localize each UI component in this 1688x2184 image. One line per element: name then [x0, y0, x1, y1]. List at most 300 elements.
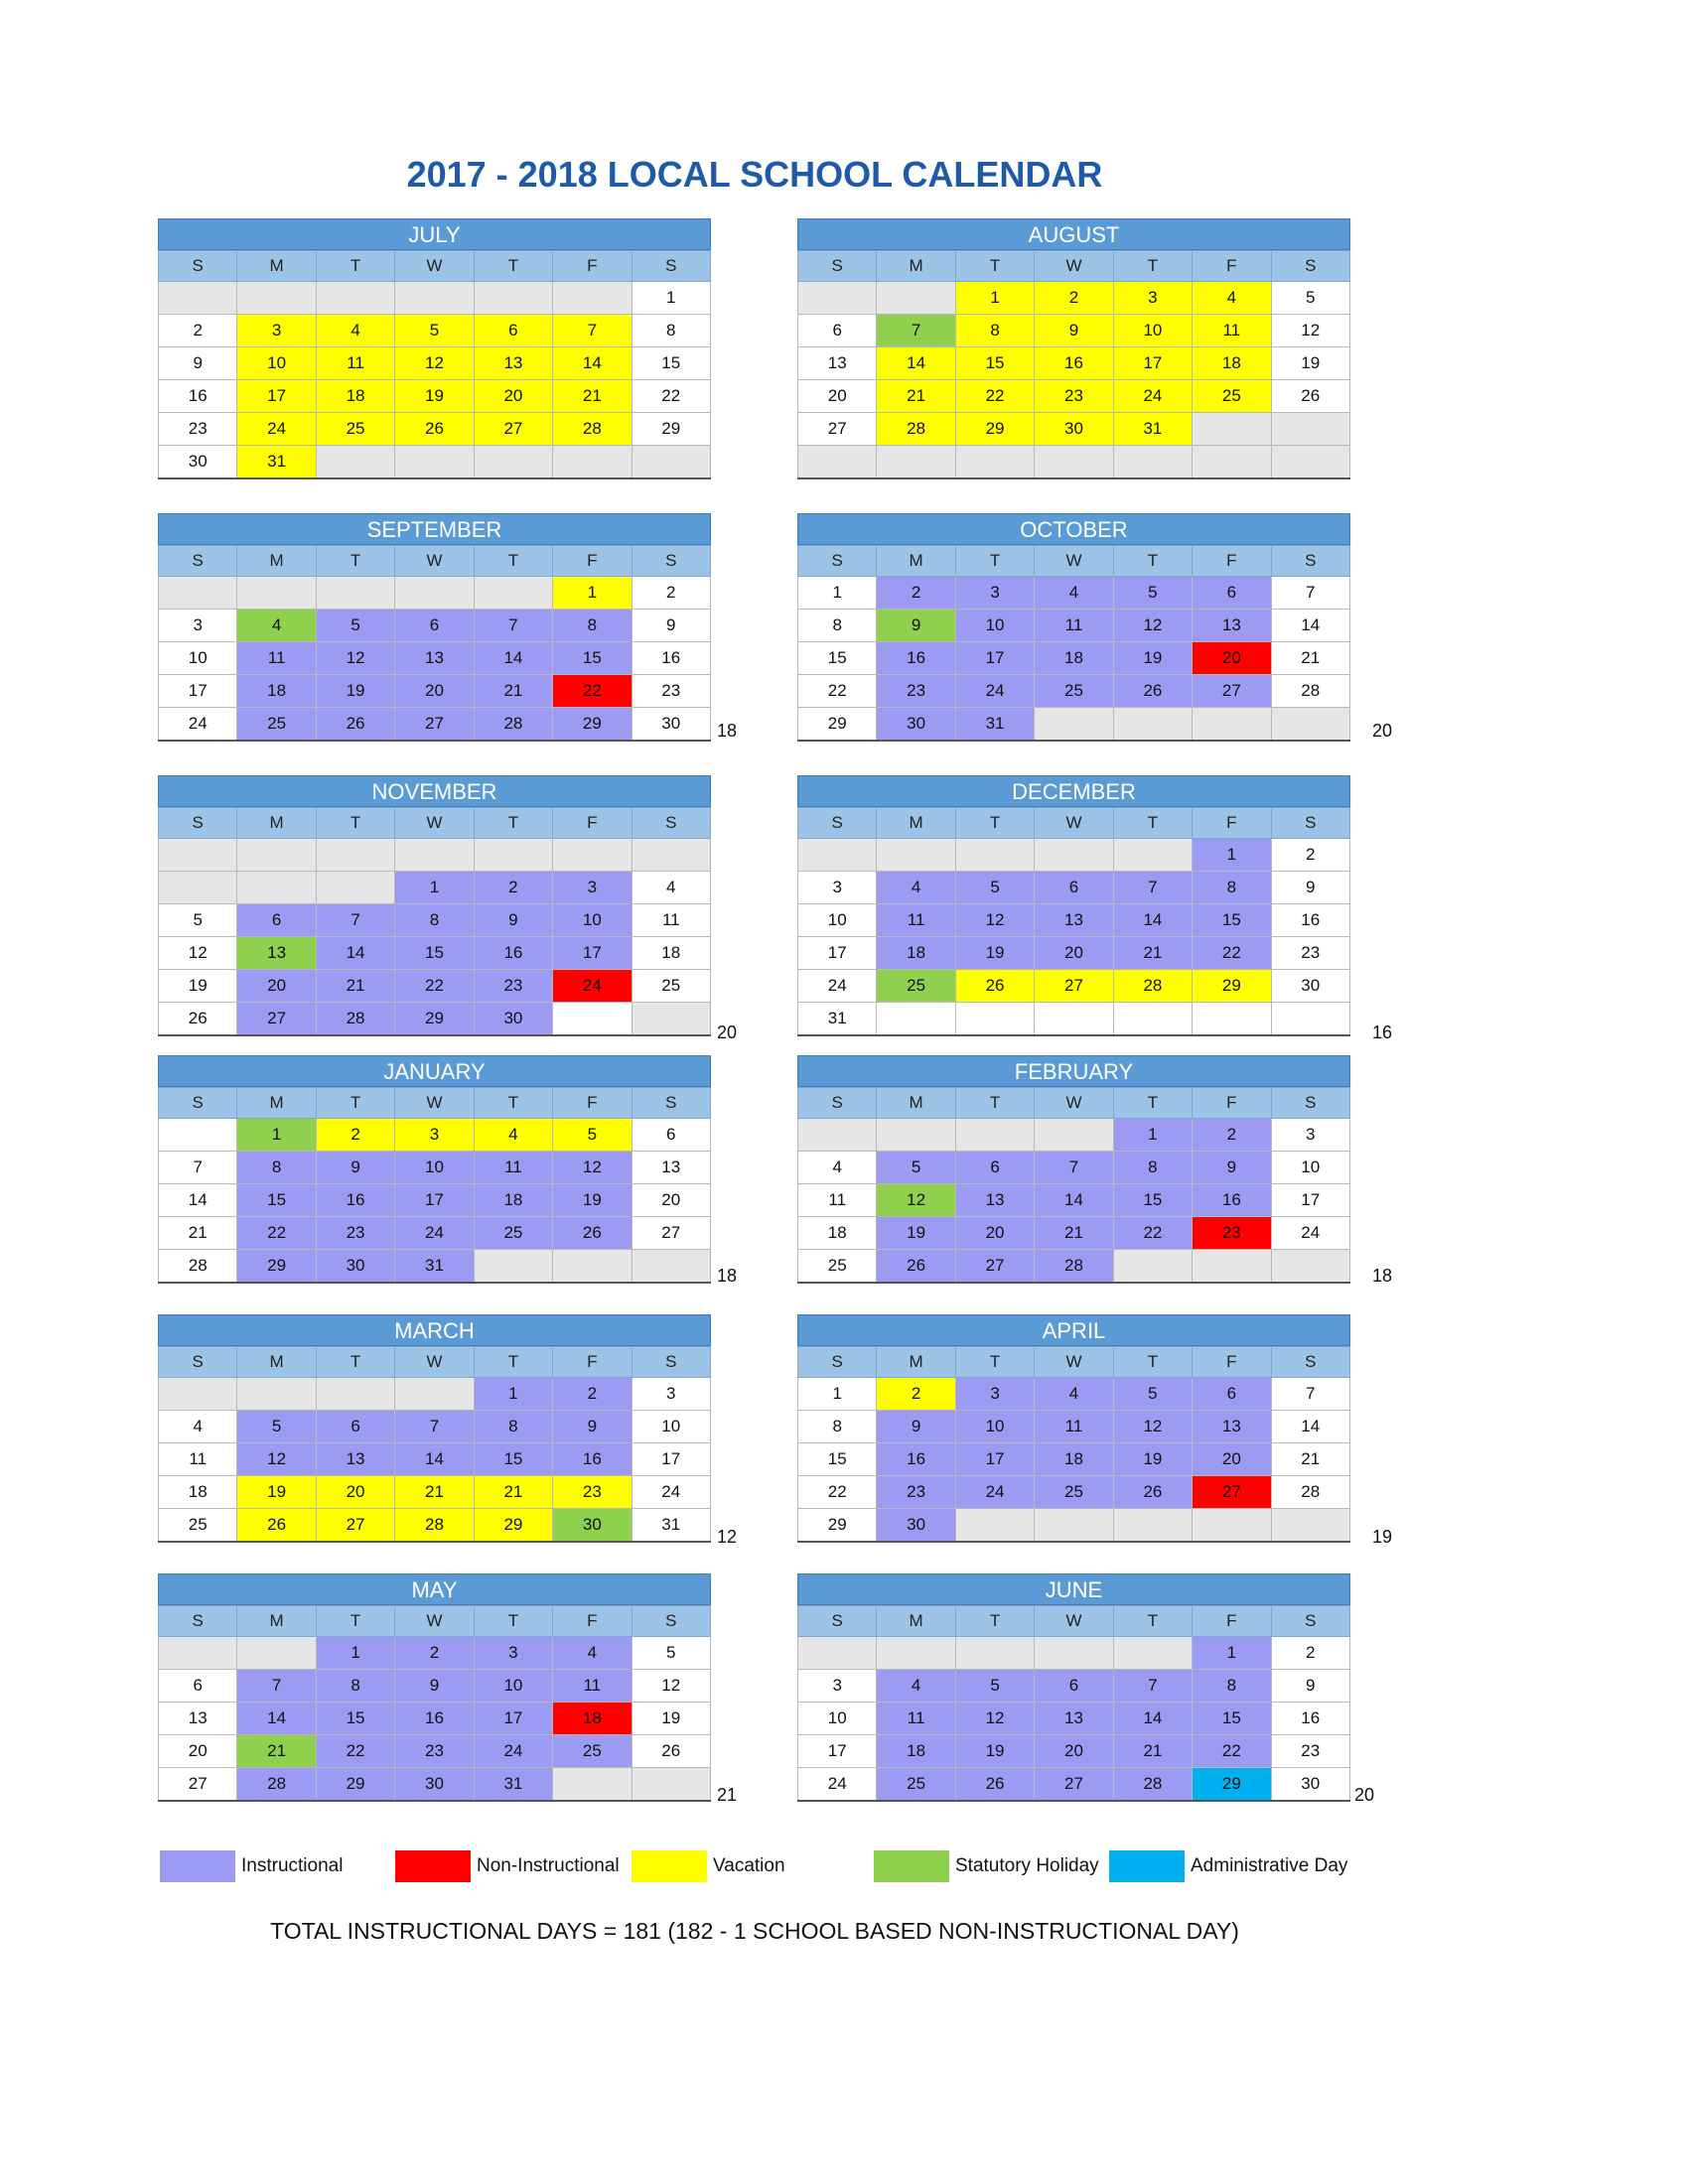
- day-cell: 15: [955, 347, 1034, 380]
- day-cell: 27: [159, 1768, 237, 1802]
- day-cell: 6: [1193, 577, 1271, 610]
- day-cell: [316, 839, 394, 872]
- day-cell: 19: [877, 1217, 955, 1250]
- day-cell: 26: [632, 1735, 710, 1768]
- day-cell: 14: [395, 1443, 474, 1476]
- day-cell: 19: [237, 1476, 316, 1509]
- day-header: S: [159, 251, 237, 282]
- day-cell: 27: [1035, 1768, 1113, 1802]
- day-cell: 4: [798, 1152, 877, 1184]
- day-cell: [632, 1250, 710, 1284]
- day-header: T: [474, 251, 552, 282]
- day-cell: 7: [1271, 1378, 1349, 1411]
- week-row: [798, 1217, 1350, 1250]
- day-cell: 24: [798, 1768, 877, 1802]
- day-cell: 22: [955, 380, 1034, 413]
- day-cell: 18: [474, 1184, 552, 1217]
- calendar-grid: [158, 250, 711, 479]
- legend-item-statutory-holiday: [874, 1849, 1099, 1883]
- day-header: T: [1113, 1347, 1192, 1378]
- day-cell: 12: [877, 1184, 955, 1217]
- day-cell: [1035, 1003, 1113, 1036]
- day-cell: 21: [1113, 1735, 1192, 1768]
- week-row: [159, 446, 711, 479]
- day-cell: 4: [877, 872, 955, 904]
- day-cell: 3: [237, 315, 316, 347]
- legend-item-instructional: [160, 1849, 343, 1883]
- day-header-row: [798, 1088, 1350, 1119]
- day-cell: [1113, 1003, 1192, 1036]
- day-cell: 28: [237, 1768, 316, 1802]
- week-row: [159, 1637, 711, 1670]
- day-header: S: [632, 1606, 710, 1637]
- month-name: JANUARY: [158, 1055, 711, 1087]
- day-cell: 13: [237, 937, 316, 970]
- day-cell: 7: [474, 610, 552, 642]
- day-cell: 9: [877, 610, 955, 642]
- day-cell: 21: [237, 1735, 316, 1768]
- week-row: [798, 970, 1350, 1003]
- day-cell: 4: [553, 1637, 632, 1670]
- day-header: T: [955, 1606, 1034, 1637]
- day-cell: 14: [877, 347, 955, 380]
- day-cell: 1: [474, 1378, 552, 1411]
- week-row: [159, 380, 711, 413]
- day-cell: 17: [955, 642, 1034, 675]
- day-cell: 11: [877, 904, 955, 937]
- day-cell: 12: [955, 1703, 1034, 1735]
- day-cell: [1113, 1509, 1192, 1543]
- day-cell: 1: [1193, 1637, 1271, 1670]
- day-header: S: [798, 1347, 877, 1378]
- week-row: [159, 642, 711, 675]
- legend-label: Administrative Day: [1191, 1855, 1348, 1876]
- day-cell: 28: [1113, 970, 1192, 1003]
- week-row: [159, 1378, 711, 1411]
- week-row: [159, 1735, 711, 1768]
- day-header: T: [1113, 1606, 1192, 1637]
- day-cell: 20: [237, 970, 316, 1003]
- day-cell: [1113, 839, 1192, 872]
- legend-swatch: [160, 1850, 235, 1882]
- month-name: APRIL: [797, 1314, 1350, 1346]
- count-october: 20: [1372, 721, 1393, 741]
- total-instructional-days: TOTAL INSTRUCTIONAL DAYS = 181 (182 - 1 SCHOOL BASED NON-INSTRUCTIONAL DAY): [270, 1918, 1239, 1944]
- day-cell: 27: [395, 708, 474, 742]
- day-header: M: [237, 808, 316, 839]
- day-cell: 6: [1193, 1378, 1271, 1411]
- legend-label: Statutory Holiday: [955, 1855, 1099, 1876]
- day-cell: 22: [553, 675, 632, 708]
- week-row: [159, 1476, 711, 1509]
- week-row: [798, 413, 1350, 446]
- day-cell: 4: [159, 1411, 237, 1443]
- day-cell: 16: [1035, 347, 1113, 380]
- legend-item-administrative-day: [1109, 1849, 1347, 1883]
- day-cell: 3: [395, 1119, 474, 1152]
- day-cell: 8: [798, 1411, 877, 1443]
- day-header: F: [553, 1347, 632, 1378]
- day-cell: [955, 1509, 1034, 1543]
- day-header: M: [237, 1606, 316, 1637]
- day-cell: 29: [237, 1250, 316, 1284]
- day-cell: 30: [632, 708, 710, 742]
- legend-label: Non-Instructional: [477, 1855, 620, 1876]
- day-cell: 24: [632, 1476, 710, 1509]
- day-cell: 1: [632, 282, 710, 315]
- day-cell: 17: [474, 1703, 552, 1735]
- day-cell: 15: [798, 642, 877, 675]
- count-september: 18: [717, 721, 738, 741]
- day-cell: [474, 1250, 552, 1284]
- calendar-grid: [797, 1346, 1350, 1543]
- day-header: S: [1271, 808, 1349, 839]
- day-cell: 21: [1271, 642, 1349, 675]
- day-cell: [553, 1250, 632, 1284]
- legend-swatch: [874, 1850, 949, 1882]
- day-cell: [877, 1003, 955, 1036]
- day-header: S: [1271, 1088, 1349, 1119]
- day-cell: 31: [1113, 413, 1192, 446]
- day-header: S: [159, 1347, 237, 1378]
- day-header: M: [877, 251, 955, 282]
- day-cell: 12: [955, 904, 1034, 937]
- day-cell: 25: [159, 1509, 237, 1543]
- day-cell: [474, 282, 552, 315]
- calendar-grid: [797, 1605, 1350, 1802]
- day-cell: 3: [632, 1378, 710, 1411]
- legend-item-non-instructional: [395, 1849, 620, 1883]
- day-header: F: [1193, 1347, 1271, 1378]
- calendar-grid: [797, 250, 1350, 479]
- day-cell: 25: [1193, 380, 1271, 413]
- day-cell: [159, 1378, 237, 1411]
- month-march: [158, 1314, 711, 1543]
- day-cell: 9: [1271, 1670, 1349, 1703]
- week-row: [798, 708, 1350, 742]
- day-header: F: [553, 251, 632, 282]
- day-cell: [159, 872, 237, 904]
- day-cell: 1: [798, 1378, 877, 1411]
- day-header: S: [632, 546, 710, 577]
- day-cell: 31: [237, 446, 316, 479]
- day-header: T: [955, 808, 1034, 839]
- day-cell: 17: [1113, 347, 1192, 380]
- day-cell: 16: [1193, 1184, 1271, 1217]
- day-cell: 25: [877, 1768, 955, 1802]
- day-cell: 12: [553, 1152, 632, 1184]
- day-cell: 30: [877, 708, 955, 742]
- count-june: 20: [1354, 1785, 1375, 1805]
- day-header: W: [1035, 251, 1113, 282]
- day-cell: 26: [955, 970, 1034, 1003]
- day-cell: [159, 839, 237, 872]
- day-cell: [1035, 1509, 1113, 1543]
- day-cell: 15: [1193, 904, 1271, 937]
- day-cell: 11: [877, 1703, 955, 1735]
- day-cell: [237, 1637, 316, 1670]
- day-cell: 29: [316, 1768, 394, 1802]
- day-cell: 6: [237, 904, 316, 937]
- day-cell: 23: [1193, 1217, 1271, 1250]
- week-row: [798, 1184, 1350, 1217]
- day-cell: 16: [159, 380, 237, 413]
- week-row: [798, 1003, 1350, 1036]
- month-name: MAY: [158, 1573, 711, 1605]
- day-cell: 11: [474, 1152, 552, 1184]
- day-cell: 16: [474, 937, 552, 970]
- day-cell: [316, 446, 394, 479]
- day-header: M: [877, 1088, 955, 1119]
- day-cell: [798, 1119, 877, 1152]
- month-name: NOVEMBER: [158, 775, 711, 807]
- day-cell: 21: [877, 380, 955, 413]
- day-cell: 30: [474, 1003, 552, 1036]
- week-row: [159, 904, 711, 937]
- day-cell: 23: [632, 675, 710, 708]
- day-header: M: [877, 1347, 955, 1378]
- day-cell: [1113, 1637, 1192, 1670]
- day-cell: 20: [316, 1476, 394, 1509]
- day-cell: 13: [798, 347, 877, 380]
- day-cell: [159, 1637, 237, 1670]
- day-cell: [1193, 446, 1271, 479]
- day-header: S: [159, 1606, 237, 1637]
- day-cell: 4: [877, 1670, 955, 1703]
- day-cell: 8: [395, 904, 474, 937]
- day-cell: 25: [1035, 675, 1113, 708]
- day-cell: 16: [877, 642, 955, 675]
- day-cell: 16: [1271, 904, 1349, 937]
- day-cell: 29: [955, 413, 1034, 446]
- week-row: [798, 937, 1350, 970]
- day-header: T: [1113, 251, 1192, 282]
- day-cell: 1: [553, 577, 632, 610]
- day-cell: 27: [798, 413, 877, 446]
- day-cell: 31: [632, 1509, 710, 1543]
- day-cell: 30: [395, 1768, 474, 1802]
- day-cell: 10: [798, 904, 877, 937]
- day-cell: [237, 577, 316, 610]
- day-cell: 25: [474, 1217, 552, 1250]
- day-cell: 9: [632, 610, 710, 642]
- day-cell: 16: [632, 642, 710, 675]
- day-cell: 2: [1035, 282, 1113, 315]
- day-cell: 27: [1193, 1476, 1271, 1509]
- day-cell: [877, 1637, 955, 1670]
- day-cell: 24: [1113, 380, 1192, 413]
- day-cell: 30: [1271, 1768, 1349, 1802]
- legend-label: Instructional: [241, 1855, 344, 1876]
- day-cell: 28: [553, 413, 632, 446]
- day-header: T: [316, 1347, 394, 1378]
- day-cell: 18: [316, 380, 394, 413]
- day-cell: [316, 872, 394, 904]
- week-row: [159, 872, 711, 904]
- day-cell: 22: [1113, 1217, 1192, 1250]
- month-name: JULY: [158, 218, 711, 250]
- day-cell: 26: [1113, 675, 1192, 708]
- day-cell: 26: [316, 708, 394, 742]
- day-cell: 6: [955, 1152, 1034, 1184]
- day-cell: 8: [1193, 872, 1271, 904]
- day-cell: 19: [1113, 1443, 1192, 1476]
- day-cell: 3: [159, 610, 237, 642]
- day-header: F: [553, 808, 632, 839]
- day-cell: 24: [553, 970, 632, 1003]
- day-cell: [877, 1119, 955, 1152]
- day-cell: 19: [553, 1184, 632, 1217]
- week-row: [798, 446, 1350, 479]
- week-row: [159, 937, 711, 970]
- day-header-row: [798, 1347, 1350, 1378]
- day-cell: 21: [474, 675, 552, 708]
- day-cell: [553, 839, 632, 872]
- day-cell: 10: [395, 1152, 474, 1184]
- week-row: [798, 380, 1350, 413]
- day-cell: 11: [1035, 1411, 1113, 1443]
- day-cell: [877, 282, 955, 315]
- day-cell: 9: [877, 1411, 955, 1443]
- week-row: [159, 347, 711, 380]
- day-cell: 12: [237, 1443, 316, 1476]
- day-cell: 1: [237, 1119, 316, 1152]
- day-cell: 15: [395, 937, 474, 970]
- day-cell: [1035, 1119, 1113, 1152]
- day-cell: 23: [1035, 380, 1113, 413]
- day-cell: 13: [395, 642, 474, 675]
- day-cell: 23: [395, 1735, 474, 1768]
- day-cell: 8: [798, 610, 877, 642]
- day-cell: 21: [474, 1476, 552, 1509]
- day-cell: 11: [237, 642, 316, 675]
- day-cell: 18: [1035, 1443, 1113, 1476]
- day-cell: [474, 446, 552, 479]
- day-cell: 30: [316, 1250, 394, 1284]
- day-cell: 1: [316, 1637, 394, 1670]
- day-cell: 8: [237, 1152, 316, 1184]
- count-may: 21: [717, 1785, 738, 1805]
- month-name: AUGUST: [797, 218, 1350, 250]
- day-cell: [159, 282, 237, 315]
- day-cell: 19: [955, 1735, 1034, 1768]
- day-cell: 20: [798, 380, 877, 413]
- calendar-grid: [797, 1087, 1350, 1284]
- day-cell: 13: [316, 1443, 394, 1476]
- day-cell: 18: [798, 1217, 877, 1250]
- week-row: [159, 1443, 711, 1476]
- day-header: T: [1113, 808, 1192, 839]
- day-cell: [1193, 413, 1271, 446]
- day-cell: 30: [159, 446, 237, 479]
- day-cell: 2: [474, 872, 552, 904]
- week-row: [798, 675, 1350, 708]
- day-header: W: [395, 808, 474, 839]
- week-row: [798, 315, 1350, 347]
- day-cell: [955, 1119, 1034, 1152]
- day-cell: 29: [1193, 970, 1271, 1003]
- day-cell: 4: [474, 1119, 552, 1152]
- week-row: [159, 1217, 711, 1250]
- day-cell: 12: [1113, 610, 1192, 642]
- day-cell: 29: [798, 708, 877, 742]
- day-cell: 14: [316, 937, 394, 970]
- day-header: T: [955, 251, 1034, 282]
- day-cell: 24: [955, 1476, 1034, 1509]
- day-header: M: [237, 1088, 316, 1119]
- day-cell: 22: [632, 380, 710, 413]
- day-header: F: [553, 1088, 632, 1119]
- day-cell: 18: [1035, 642, 1113, 675]
- day-cell: [632, 446, 710, 479]
- day-cell: [474, 577, 552, 610]
- month-name: FEBRUARY: [797, 1055, 1350, 1087]
- count-december: 16: [1372, 1023, 1393, 1042]
- day-cell: 28: [1113, 1768, 1192, 1802]
- day-cell: 3: [553, 872, 632, 904]
- day-cell: 23: [553, 1476, 632, 1509]
- day-cell: 3: [798, 872, 877, 904]
- day-cell: 11: [632, 904, 710, 937]
- day-cell: 1: [955, 282, 1034, 315]
- week-row: [159, 413, 711, 446]
- month-november: [158, 775, 711, 1036]
- day-cell: 14: [1113, 1703, 1192, 1735]
- day-cell: 23: [877, 1476, 955, 1509]
- day-cell: 9: [1271, 872, 1349, 904]
- legend-item-vacation: [632, 1849, 785, 1883]
- month-july: [158, 218, 711, 479]
- day-header: T: [955, 1347, 1034, 1378]
- calendar-grid: [158, 1087, 711, 1284]
- week-row: [159, 1670, 711, 1703]
- day-cell: [1271, 708, 1349, 742]
- day-cell: 15: [632, 347, 710, 380]
- count-april: 19: [1372, 1527, 1393, 1547]
- day-cell: [395, 839, 474, 872]
- day-cell: 21: [395, 1476, 474, 1509]
- day-cell: 23: [316, 1217, 394, 1250]
- day-cell: 21: [159, 1217, 237, 1250]
- day-cell: 25: [877, 970, 955, 1003]
- week-row: [159, 282, 711, 315]
- day-cell: 25: [632, 970, 710, 1003]
- day-header: W: [1035, 808, 1113, 839]
- day-cell: [316, 282, 394, 315]
- day-cell: [1271, 1003, 1349, 1036]
- day-cell: [1193, 708, 1271, 742]
- day-cell: [798, 282, 877, 315]
- day-cell: 24: [1271, 1217, 1349, 1250]
- day-cell: 10: [1113, 315, 1192, 347]
- day-header: T: [316, 1606, 394, 1637]
- month-name: JUNE: [797, 1573, 1350, 1605]
- week-row: [159, 839, 711, 872]
- day-cell: [237, 872, 316, 904]
- day-cell: 14: [237, 1703, 316, 1735]
- week-row: [159, 1703, 711, 1735]
- day-cell: 25: [798, 1250, 877, 1284]
- day-cell: 24: [955, 675, 1034, 708]
- day-cell: 17: [553, 937, 632, 970]
- day-cell: 31: [798, 1003, 877, 1036]
- day-header: T: [474, 546, 552, 577]
- month-october: [797, 513, 1350, 742]
- day-cell: 7: [553, 315, 632, 347]
- day-header-row: [159, 1606, 711, 1637]
- day-cell: 2: [316, 1119, 394, 1152]
- day-cell: 13: [159, 1703, 237, 1735]
